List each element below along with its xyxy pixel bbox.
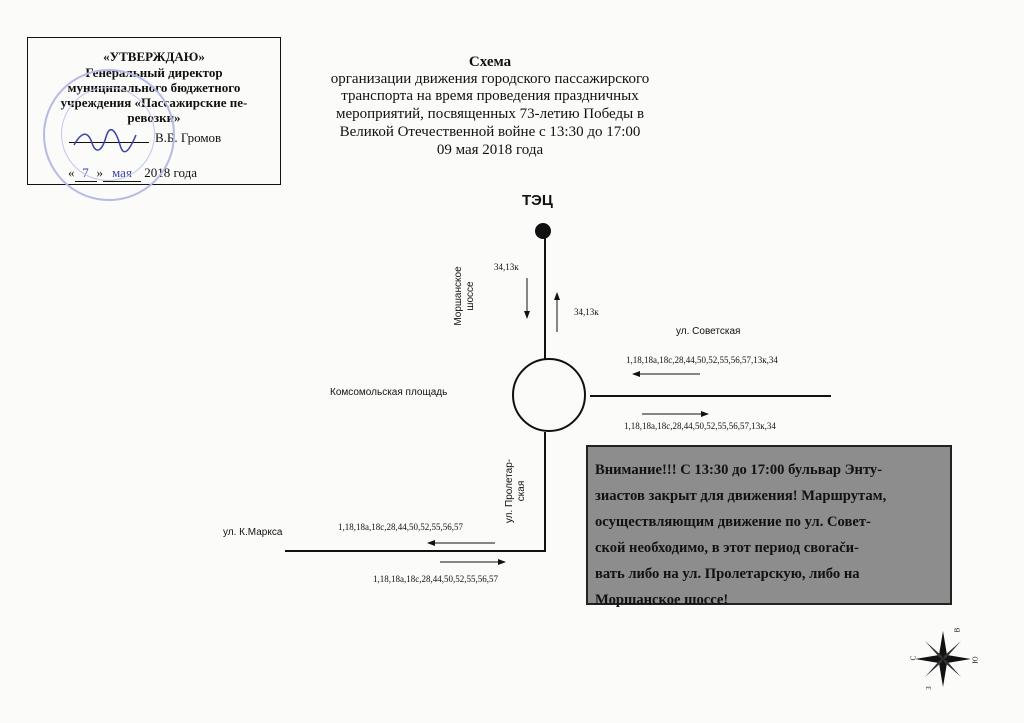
notice-line-5: вать либо на ул. Пролетарскую, либо на [595, 566, 860, 582]
scheme-line-1: организации движения городского пассажирского [330, 71, 650, 87]
sovetskaya-routes-out: 1,18,18а,18с,28,44,50,52,55,56,57,13к,34 [624, 421, 776, 431]
scheme-line-4: Великой Отечественной войне с 13:30 до 17:00 [339, 124, 641, 140]
sovetskaya-label: ул. Советская [676, 326, 741, 337]
approval-day: 7 [75, 165, 97, 182]
morshansk-label [453, 261, 477, 331]
closure-notice [586, 445, 952, 608]
compass-s: Ю [971, 656, 980, 664]
marksa-label: ул. К.Маркса [223, 527, 283, 538]
notice-line-1: Внимание!!! С 13:30 до 17:00 бульвар Энту- [595, 462, 883, 478]
notice-line-3: осуществляющим движение по ул. Совет- [595, 514, 871, 530]
scheme-title: Схема [468, 54, 512, 70]
morshansk-line-1: Моршанское [453, 266, 464, 326]
approval-month: мая [103, 165, 141, 182]
scheme-line-3: мероприятий, посвященных 73-летию Победы в [335, 106, 645, 122]
square-label: Комсомольская площадь [330, 387, 448, 398]
approval-line-1: Генеральный директор [85, 65, 223, 80]
notice-line-4: ской необходимо, в этот период своračи- [595, 540, 859, 556]
marksa-routes-east: 1,18,18а,18с,28,44,50,52,55,56,57 [373, 574, 498, 584]
approval-line-3: учреждения «Пассажирские пе- [60, 95, 248, 110]
approval-line-2: муниципального бюджетного [67, 80, 241, 95]
notice-line-2: зиастов закрыт для движения! Маршрутам, [595, 488, 887, 504]
signer-name: В.Б. Громов [155, 130, 222, 145]
compass-e: В [953, 627, 962, 633]
compass-rose-icon [912, 628, 974, 690]
sovetskaya-routes-in: 1,18,18а,18с,28,44,50,52,55,56,57,13к,34 [626, 355, 778, 365]
proletarskaya-label [504, 454, 528, 528]
proletarskaya-line-1: ул. Пролетар- [504, 458, 515, 524]
tec-label: ТЭЦ [522, 192, 553, 209]
approval-date: « 7 » мая 2018 года [68, 165, 198, 180]
routes-up-label: 34,13к [574, 307, 599, 317]
compass-n: С [909, 655, 918, 661]
scheme-line-2: транспорта на время проведения праздничных [341, 88, 639, 104]
compass-w: З [924, 686, 933, 690]
morshansk-line-2: шоссе [465, 281, 476, 311]
scheme-line-5: 09 мая 2018 года [436, 142, 544, 158]
routes-down-label: 34,13к [494, 262, 519, 272]
notice-text [595, 457, 945, 613]
approval-line-4: ревозки» [127, 110, 181, 125]
roundabout [513, 359, 585, 431]
tec-point [535, 223, 551, 239]
notice-line-6: Моршанское шоссе! [595, 592, 729, 608]
approval-year: 2018 года [144, 165, 198, 180]
proletarskaya-line-2: ская [516, 480, 527, 502]
approval-title: «УТВЕРЖДАЮ» [103, 49, 205, 64]
marksa-routes-west: 1,18,18а,18с,28,44,50,52,55,56,57 [338, 522, 463, 532]
